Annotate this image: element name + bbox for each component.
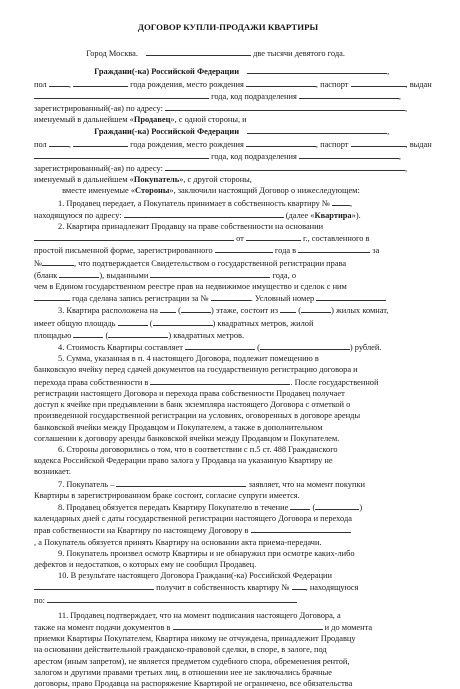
seller-line-1: Граждани(-ка) Российской Федерации , — [94, 67, 390, 77]
buyer-line-4: зарегистрированный(-ая) по адресу: , — [34, 164, 408, 174]
clause-2-line-5: (бланк ), выданными года, о — [34, 270, 297, 280]
clause-10-line-2: получит в собственность квартиру № , находящуюся — [34, 581, 422, 593]
city: Город Москва. — [86, 49, 138, 59]
seller-line-2: пол , года рождения, место рождения , паспорт , выдан — [34, 79, 432, 89]
seller-role: Продавец — [133, 115, 171, 125]
clause-2-line-3: простой письменной форме, зарегистрированного года в за — [34, 246, 380, 256]
clause-11-line-5: арестом (иным запретом), не является предметом судебного спора, обременения рентой, — [34, 656, 350, 666]
clause-5-line-3: перехода права собственности в . После государственной — [34, 377, 379, 387]
city-date-line — [34, 47, 422, 59]
clause-5-line-1: 5. Сумма, указанная в п. 4 настоящего Договора, подлежит помещению в — [58, 354, 319, 364]
clause-5-line-7: банковской ячейки между Продавцом и Покупателем, а также в дополнительном — [34, 422, 323, 432]
date-suffix: две тысячи девятого года. — [253, 49, 345, 59]
clause-11-line-1: 11. Продавец подтверждает, что на момент подписания настоящего Договора, а — [58, 610, 341, 620]
clause-3-line-3: площадью ( ) квадратных метров. — [34, 330, 245, 340]
clause-2-line-2: от г., составленного в — [34, 232, 422, 244]
clause-8-line-2: календарных дней с даты государственной регистрации настоящего Договора и перехода — [34, 514, 352, 524]
clause-6-line-3: возникает. — [34, 467, 71, 477]
clause-11-line-3: приемки Квартиры Покупателем, Квартира никому не отчуждена, принадлежит Продавцу — [34, 634, 356, 644]
clause-10-line-3: по: — [34, 594, 422, 606]
clause-9-line-1: 9. Покупатель произвел осмотр Квартиры и не обнаружил при осмотре каких-либо — [58, 548, 355, 558]
clause-4-line-1: 4. Стоимость Квартиры составляет ( ) рублей. — [58, 343, 382, 353]
seller-citizen-label: Граждани(-ка) Российской Федерации — [94, 67, 240, 77]
date-blank — [146, 47, 251, 56]
clause-11-line-7: договоры, право Продавца на распоряжение Квартирой не ограничено, все обязательства — [34, 678, 353, 688]
clause-8-line-4: , а Покупатель обязуется принять Квартиру на основании акта приема-передачи. — [34, 537, 322, 547]
sides-line: вместе именуемые «Стороны», заключили настоящий Договор о нижеследующем: — [62, 186, 360, 196]
buyer-line-5: именуемый в дальнейшем «Покупатель», с другой стороны, — [34, 175, 252, 185]
seller-line-5: именуемый в дальнейшем «Продавец», с одной стороны, и — [34, 115, 247, 125]
clause-11-line-4: на основании действительной гражданско-правовой сделки, в споре, в залоге, под — [34, 645, 327, 655]
clause-1-line-2: находящуюся по адресу: (далее «Квартира»). — [34, 210, 361, 220]
clause-3-line-2: имеет общую площадь ( ) квадратных метров, жилой — [34, 318, 314, 328]
seller-line-4: зарегистрированный(-ая) по адресу: , — [34, 104, 408, 114]
clause-6-line-1: 6. Стороны договорились о том, что в соответствии с п.5 ст. 488 Гражданского — [58, 444, 338, 454]
clause-6-line-2: кодекса Российской Федерации право залога у Продавца на указанную Квартиру не — [34, 456, 333, 466]
clause-5-line-6: произведенной государственной регистрации на условиях, оговоренных в договоре аренды — [34, 411, 361, 421]
clause-5-line-8: соглашении к договору аренды банковской ячейки между Продавцом и Покупателем. — [34, 433, 340, 443]
buyer-line-1: Граждани(-ка) Российской Федерации , — [94, 127, 390, 137]
clause-8-line-3: прав собственности на Квартиру по настоящему Договору в — [34, 524, 422, 536]
clause-3-line-1: 3. Квартира расположена на ( ) этаже, состоит из ( ) жилых комнат, — [58, 306, 389, 316]
clause-7-line-1: 7. Покупатель – заявляет, что на момент покупки — [58, 479, 366, 489]
clause-11-line-2: также на момент подачи документов в и до момента — [34, 622, 373, 632]
clause-11-line-6: залогом и другими правами третьих лиц, в отношении нее не заключались брачные — [34, 667, 332, 677]
buyer-line-2: пол , года рождения, место рождения , паспорт , выдан — [34, 139, 432, 149]
seller-line-3: года, код подразделения , — [34, 90, 422, 102]
clause-5-line-2: банковскую ячейку перед сдачей документов на государственную регистрацию договора и — [34, 365, 358, 375]
clause-7-line-2: Квартиры в зарегистрированном браке состоит, согласие супруги имеется. — [34, 490, 300, 500]
buyer-role: Покупатель — [133, 175, 180, 185]
clause-5-line-4: регистрации настоящего Договора и перехода права собственности Продавец получает — [34, 388, 345, 398]
buyer-line-3: года, код подразделения , — [34, 150, 422, 162]
clause-2-line-4: № , что подтверждается Свидетельством о государственной регистрации права — [34, 258, 347, 268]
buyer-citizen-label: Граждани(-ка) Российской Федерации — [94, 127, 240, 137]
clause-10-line-1: 10. В результате настоящего Договора Граждани(-ка) Российской Федерации — [58, 571, 333, 581]
clause-2-line-7: года сделана запись регистрации за № . Условный номер — [34, 292, 422, 304]
clause-2-line-6: чем в Едином государственном реестре прав на недвижимое имущество и сделок с ним — [34, 282, 347, 292]
clause-2-line-1: 2. Квартира принадлежит Продавцу на праве собственности на основании — [58, 222, 324, 232]
clause-5-line-5: доступ к ячейке при предъявлении в банк экземпляра настоящего Договора с отметкой о — [34, 400, 351, 410]
clause-9-line-2: дефектов и недостатков, о которых ему не сообщил Продавец. — [34, 559, 257, 569]
document-title: ДОГОВОР КУПЛИ-ПРОДАЖИ КВАРТИРЫ — [137, 22, 319, 32]
clause-1-line-1: 1. Продавец передает, а Покупатель принимает в собственность квартиру № , — [58, 198, 353, 208]
clause-8-line-1: 8. Продавец обязуется передать Квартиру Покупателю в течение ( ) — [58, 502, 363, 512]
